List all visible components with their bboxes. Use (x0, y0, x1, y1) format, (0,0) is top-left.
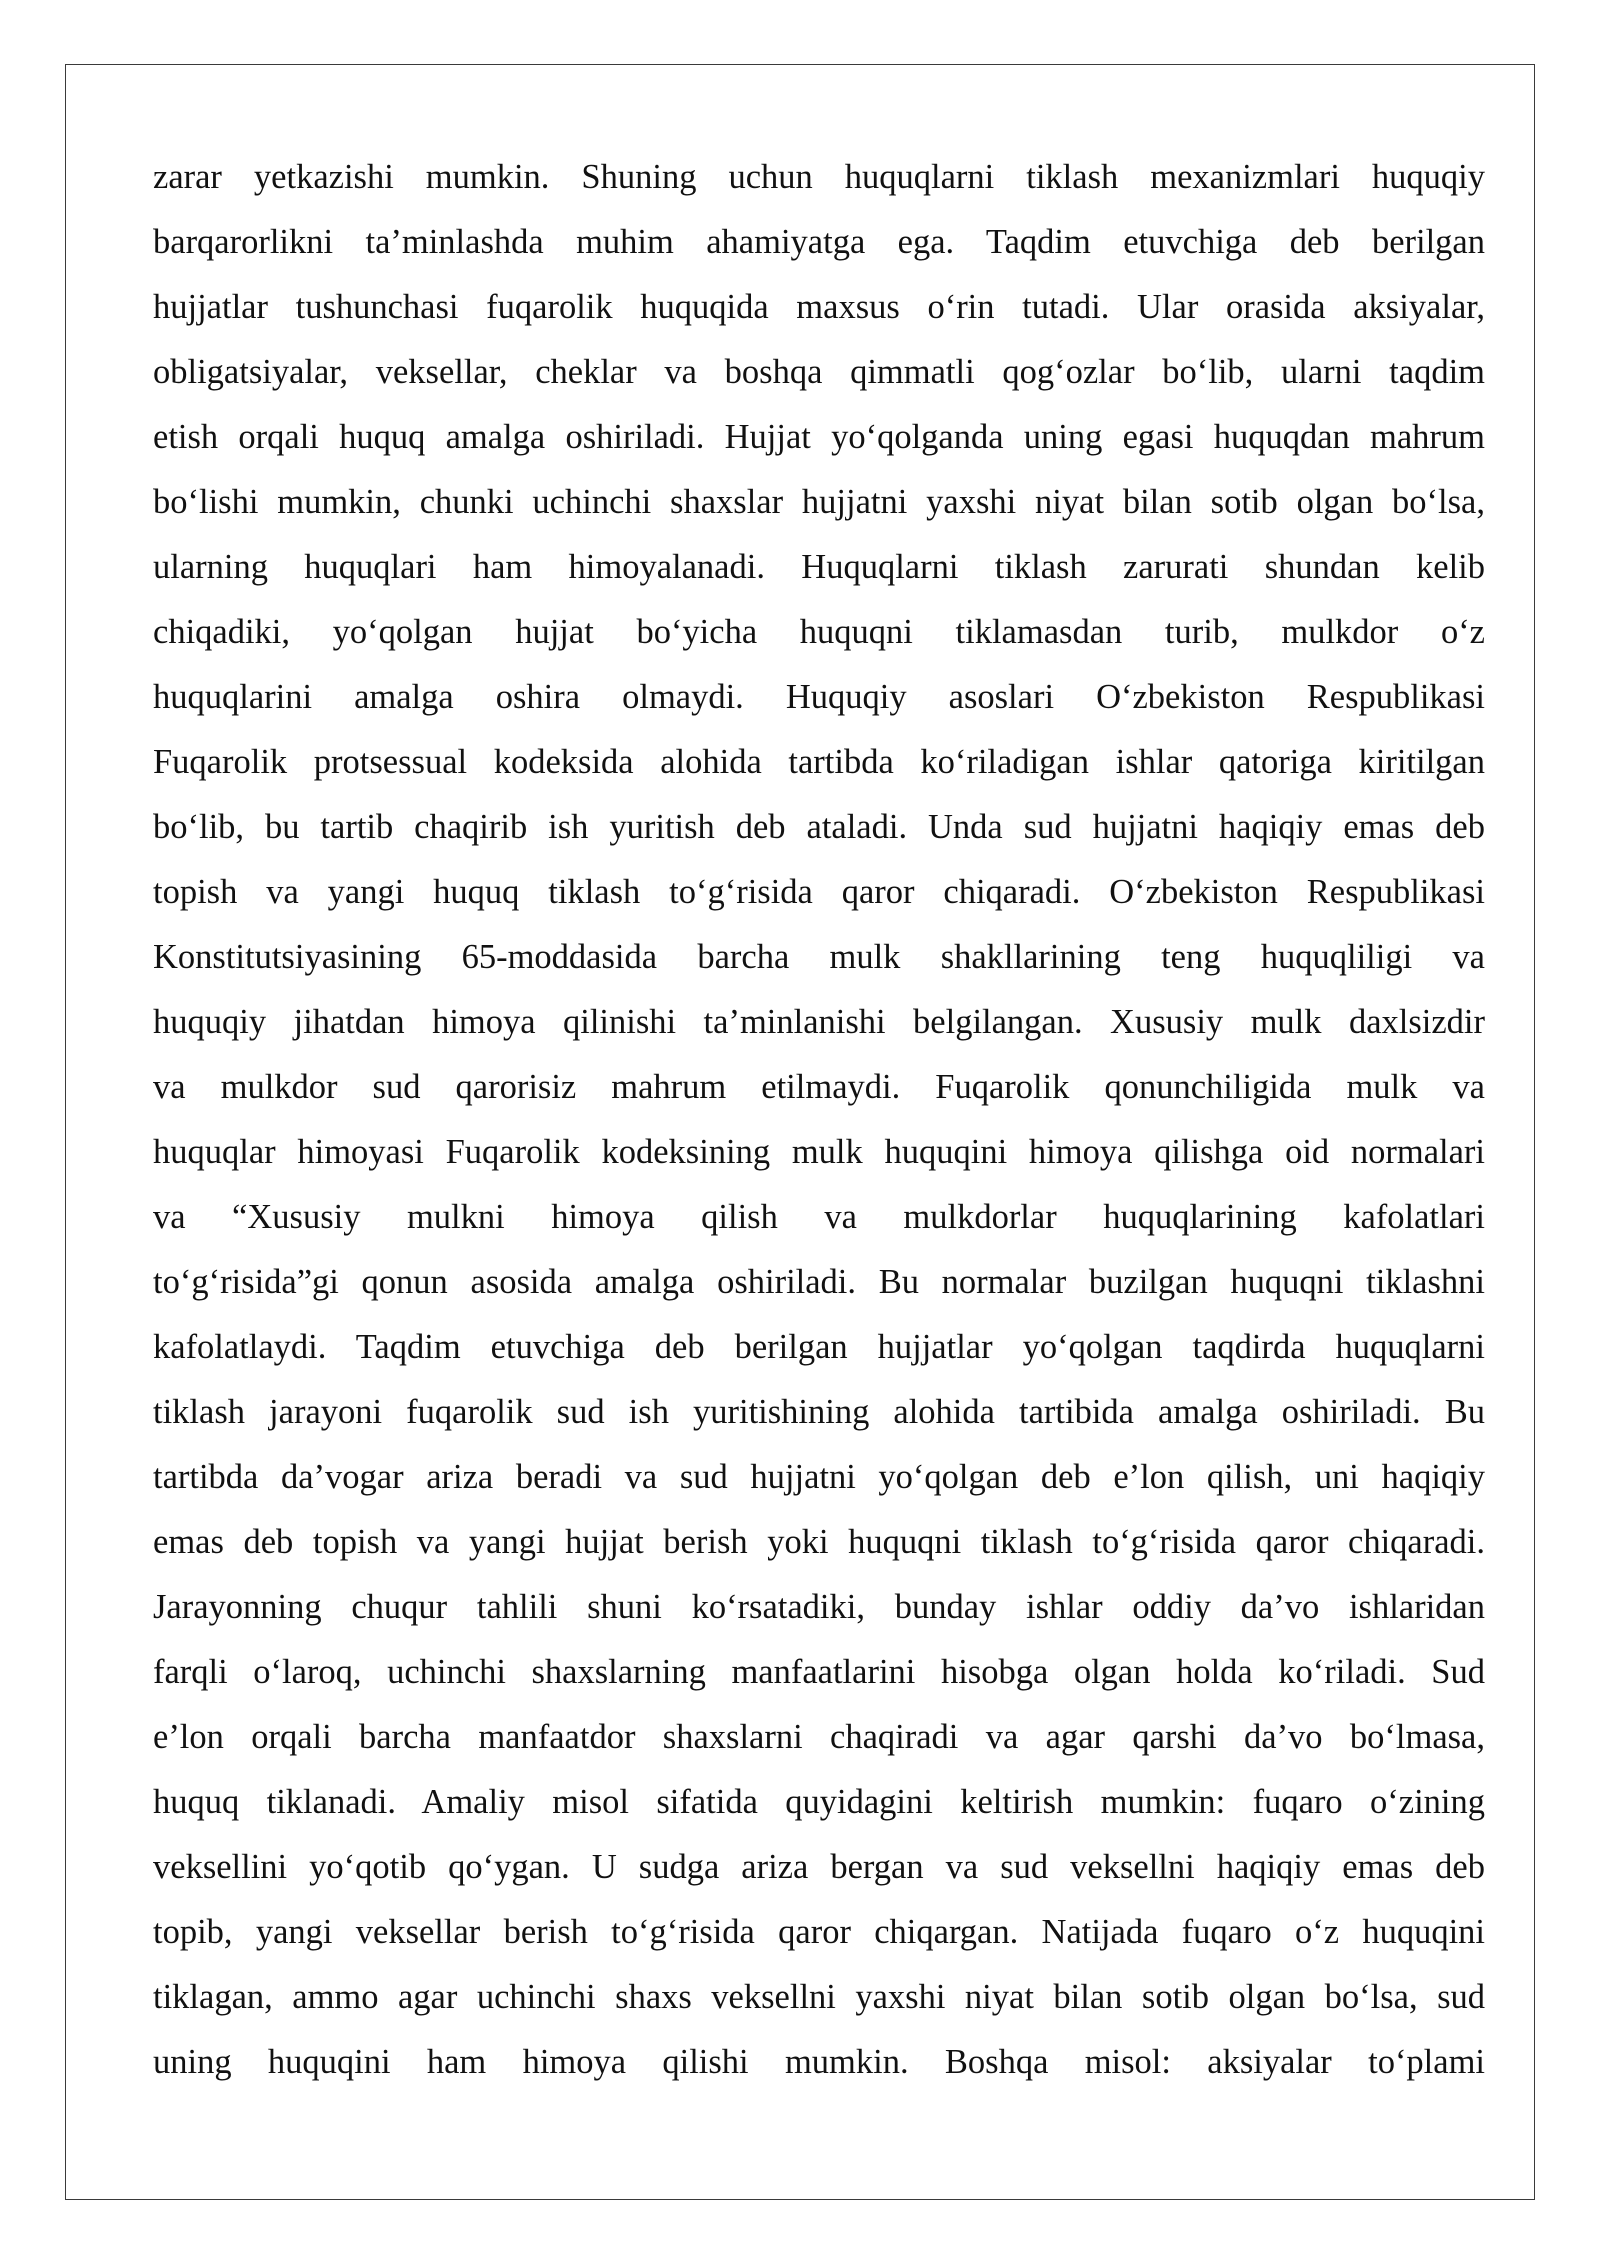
text-line: topish va yangi huquq tiklash to‘g‘risida qaror chiqaradi. O‘zbekiston Respublikasi (153, 873, 1485, 911)
text-line: topib, yangi veksellar berish to‘g‘risida qaror chiqargan. Natijada fuqaro o‘z huquqini (153, 1913, 1485, 1951)
text-line: uning huquqini ham himoya qilishi mumkin. Boshqa misol: aksiyalar to‘plami (153, 2043, 1485, 2081)
text-line: farqli o‘laroq, uchinchi shaxslarning manfaatlarini hisobga olgan holda ko‘riladi. Sud (153, 1653, 1485, 1691)
text-line: huquqiy jihatdan himoya qilinishi ta’minlanishi belgilangan. Xususiy mulk daxlsizdir (153, 1003, 1485, 1041)
text-line: bo‘lishi mumkin, chunki uchinchi shaxslar hujjatni yaxshi niyat bilan sotib olgan bo‘lsa, (153, 483, 1485, 521)
text-line: to‘g‘risida”gi qonun asosida amalga oshiriladi. Bu normalar buzilgan huquqni tiklashni (153, 1263, 1485, 1301)
text-line: e’lon orqali barcha manfaatdor shaxslarni chaqiradi va agar qarshi da’vo bo‘lmasa, (153, 1718, 1485, 1756)
text-line: obligatsiyalar, veksellar, cheklar va boshqa qimmatli qog‘ozlar bo‘lib, ularni taqdim (153, 353, 1485, 391)
text-line: Jarayonning chuqur tahlili shuni ko‘rsatadiki, bunday ishlar oddiy da’vo ishlaridan (153, 1588, 1485, 1626)
text-line: bo‘lib, bu tartib chaqirib ish yuritish deb ataladi. Unda sud hujjatni haqiqiy emas deb (153, 808, 1485, 846)
text-line: etish orqali huquq amalga oshiriladi. Hujjat yo‘qolganda uning egasi huquqdan mahrum (153, 418, 1485, 456)
text-line: ularning huquqlari ham himoyalanadi. Huquqlarni tiklash zarurati shundan kelib (153, 548, 1485, 586)
text-line: zarar yetkazishi mumkin. Shuning uchun huquqlarni tiklash mexanizmlari huquqiy (153, 158, 1485, 196)
text-line: huquq tiklanadi. Amaliy misol sifatida quyidagini keltirish mumkin: fuqaro o‘zining (153, 1783, 1485, 1821)
text-line: tartibda da’vogar ariza beradi va sud hujjatni yo‘qolgan deb e’lon qilish, uni haqiqiy (153, 1458, 1485, 1496)
text-line: huquqlarini amalga oshira olmaydi. Huquqiy asoslari O‘zbekiston Respublikasi (153, 678, 1485, 716)
text-line: veksellini yo‘qotib qo‘ygan. U sudga ariza bergan va sud veksellni haqiqiy emas deb (153, 1848, 1485, 1886)
text-line: chiqadiki, yo‘qolgan hujjat bo‘yicha huquqni tiklamasdan turib, mulkdor o‘z (153, 613, 1485, 651)
body-text (153, 145, 1485, 2095)
text-line: va “Xususiy mulkni himoya qilish va mulkdorlar huquqlarining kafolatlari (153, 1198, 1485, 1236)
text-line: barqarorlikni ta’minlashda muhim ahamiyatga ega. Taqdim etuvchiga deb berilgan (153, 223, 1485, 261)
text-line: tiklagan, ammo agar uchinchi shaxs veksellni yaxshi niyat bilan sotib olgan bo‘lsa, sud (153, 1978, 1485, 2016)
text-line: emas deb topish va yangi hujjat berish yoki huquqni tiklash to‘g‘risida qaror chiqaradi. (153, 1523, 1485, 1561)
text-line: Konstitutsiyasining 65-moddasida barcha mulk shakllarining teng huquqliligi va (153, 938, 1485, 976)
text-line: huquqlar himoyasi Fuqarolik kodeksining mulk huquqini himoya qilishga oid normalari (153, 1133, 1485, 1171)
text-line: kafolatlaydi. Taqdim etuvchiga deb berilgan hujjatlar yo‘qolgan taqdirda huquqlarni (153, 1328, 1485, 1366)
text-line: tiklash jarayoni fuqarolik sud ish yuritishining alohida tartibida amalga oshiriladi. Bu (153, 1393, 1485, 1431)
text-line: Fuqarolik protsessual kodeksida alohida tartibda ko‘riladigan ishlar qatoriga kiritilgan (153, 743, 1485, 781)
text-line: hujjatlar tushunchasi fuqarolik huquqida maxsus o‘rin tutadi. Ular orasida aksiyalar, (153, 288, 1485, 326)
text-line: va mulkdor sud qarorisiz mahrum etilmaydi. Fuqarolik qonunchiligida mulk va (153, 1068, 1485, 1106)
